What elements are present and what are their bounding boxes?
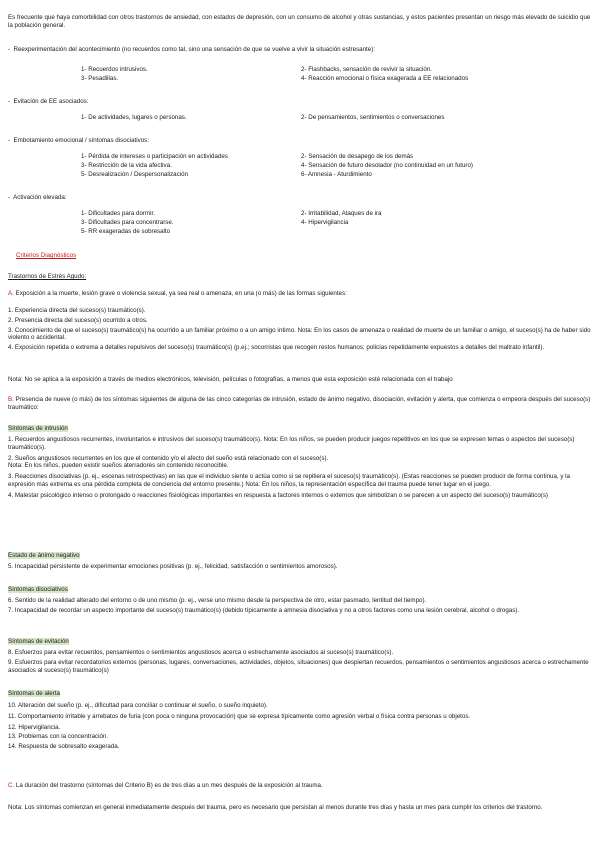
alerta-title: Síntomas de alerta: [8, 690, 60, 697]
criterion-b-letter: B.: [8, 396, 14, 403]
reexp-title-text: Reexperimentación del acontecimiento (no recuerdos como tal, sino una sensación de que se vuelve a vivir la situación estresante):: [13, 46, 375, 53]
list-item: 1. Recuerdos angustiosos recurrentes, involuntarios e intrusivos del suceso(s) traumático(s). Nota: En los niños, se pueden producir juegos repetitivos en los que se expresen temas o aspectos del suceso(s) traumático(s).: [8, 436, 575, 451]
animo-heading: [8, 552, 594, 560]
criterios-link-text: Criterios Diagnósticos: [16, 252, 77, 259]
animo-title: Estado de ánimo negativo: [8, 552, 80, 559]
list-item: 4. Malestar psicológico intenso o prolongado o reacciones fisiológicas importantes en respuesta a factores internos o externos que simbolizan o se parecen a un aspecto del suceso(s) traumático(s): [8, 491, 548, 499]
list-item: 12. Hipervigilancia.: [8, 723, 61, 731]
section-activacion-title: - Activación elevada:: [8, 194, 67, 201]
activ-list: [8, 210, 594, 237]
intrusion-list: [8, 436, 594, 499]
list-item: 3- Pesadillas.: [81, 75, 119, 82]
criterion-a-note: Nota: No se aplica a la exposición a través de medios electrónicos, televisión, películas o fotografías, a menos que esta exposición esté relacionada con el trabajo: [8, 376, 453, 383]
criterion-b-text: Presencia de nueve (o más) de los síntomas siguientes de alguna de las cinco categorías de intrusión, estado de ánimo negativo, disociación, evitación y alerta, que comienza o empeora después del suceso(s) traumático:: [8, 396, 591, 411]
criterion-a-letter: A.: [8, 290, 14, 297]
disoc-heading: [8, 586, 594, 594]
list-item: 2- Flashbacks, sensación de revivir la situación.: [301, 66, 433, 73]
list-item: 1- Dificultades para dormir.: [81, 210, 155, 217]
list-item: 13. Problemas con la concentración.: [8, 733, 109, 741]
list-item: 2- Irritabilidad, Ataques de ira: [301, 210, 382, 217]
disoc-list: [8, 597, 594, 615]
criterion-a: [8, 290, 594, 298]
criterion-c-text: La duración del trastorno (síntomas del Criterio B) es de tres días a un mes después de la exposición al trauma.: [15, 782, 323, 789]
criterion-a-text: Exposición a la muerte, lesión grave o violencia sexual, ya sea real o amenaza, en una (o más) de las formas siguientes:: [15, 290, 347, 297]
list-item: 4- Reacción emocional o física exagerada a EE relacionados: [301, 75, 469, 82]
criterion-b: [8, 396, 594, 412]
embot-title-text: Embotamiento emocional / síntomas disociativos:: [13, 137, 149, 144]
list-item: 1- Recuerdos intrusivos.: [81, 66, 148, 73]
evit-title-text: Evitación de EE asociados:: [13, 98, 89, 105]
list-item: 5. Incapacidad persistente de experimentar emociones positivas (p. ej., felicidad, satisfacción o sentimientos amorosos).: [8, 563, 338, 570]
activ-title-text: Activación elevada:: [13, 194, 67, 201]
evitacion-list: [8, 649, 594, 674]
list-item: 3- Restricción de la vida afectiva.: [81, 162, 172, 169]
section-embotamiento-title: - Embotamiento emocional / síntomas disociativos:: [8, 137, 149, 144]
list-item: 9. Esfuerzos para evitar recordatorios externos (personas, lugares, conversaciones, actividades, objetos, situaciones) que despiertan recuerdos, pensamientos o sentimientos angustiosos acerca o estrechamente asociados al suceso(s) traumático(s): [8, 658, 589, 674]
intrusion-heading: [8, 425, 594, 433]
criterion-a-list: [8, 307, 594, 352]
list-item: 1- De actividades, lugares o personas.: [81, 114, 187, 121]
criterion-c-letter: C.: [8, 782, 15, 789]
list-item: 2- Sensación de desapego de los demás: [301, 153, 414, 160]
evit-list: [8, 114, 594, 123]
list-item: 3- Dificultades para concentrarse.: [81, 219, 174, 226]
list-item: 3. Conocimiento de que el suceso(s) traumático(s) ha ocurrido a un familiar próximo o a un amigo íntimo. Nota: En los casos de amenaza o realidad de muerte de un familiar o amigo, el suceso(s) ha de haber sido violento o accidental.: [8, 326, 591, 342]
list-item: 4- Sensación de futuro desolador (no continuidad en un futuro): [301, 162, 473, 169]
list-item: 4- Hipervigilancia: [301, 219, 349, 226]
section-reexperimentacion-title: - Reexperimentación del acontecimiento (no recuerdos como tal, sino una sensación de que se vuelve a vivir la situación estresante):: [8, 46, 375, 53]
alerta-list: [8, 702, 594, 751]
list-item: 10. Alteración del sueño (p. ej., dificultad para conciliar o continuar el sueño, o sueño inquieto).: [8, 702, 268, 709]
reexp-list: [8, 66, 594, 84]
list-item: 2. Presencia directa del suceso(s) ocurrido a otros.: [8, 316, 148, 324]
list-item: Nota: En los niños, pueden existir sueños aterradores sin contenido reconocible.: [8, 462, 229, 470]
list-item: 6. Sentido de la realidad alterado del entorno o de uno mismo (p. ej., verse uno mismo desde la perspectiva de otro, estar pasmado, lentitud del tiempo).: [8, 597, 427, 604]
embot-list: [8, 153, 594, 180]
intrusion-title: Síntomas de intrusión: [8, 425, 68, 432]
final-note: Nota: Los síntomas comienzan en general inmediatamente después del trauma, pero es necesario que persistan al menos durante tres días y hasta un mes para cumplir los criterios del trastorno.: [8, 804, 543, 811]
list-item: 14. Respuesta de sobresalto exagerada.: [8, 743, 120, 750]
list-item: 3. Reacciones disociativas (p. ej., escenas retrospectivas) en las que el individuo siente o actúa como si se repitiera el suceso(s) traumático(s). (Estas reacciones se pueden producir de forma continua, y la expresión más extrema es una pérdida completa de conciencia del entorno presente.) Nota: En los niños, la representación específica del trauma puede tener lugar en el juego.: [8, 473, 570, 488]
disoc-title: Síntomas disociativos: [8, 586, 68, 593]
alerta-heading: [8, 690, 594, 698]
list-item: 1- Pérdida de intereses o participación en actividades: [81, 153, 228, 160]
criterios-heading: [16, 252, 600, 260]
list-item: 11. Comportamiento irritable y arrebatos de furia (con poca o ninguna provocación) que se expresa típicamente como agresión verbal o física contra personas u objetos.: [8, 712, 471, 720]
list-item: 2. Sueños angustiosos recurrentes en los que el contenido y/o el afecto del sueño está relacionado con el suceso(s).: [8, 454, 329, 462]
criterion-c: [8, 782, 594, 790]
list-item: 1. Experiencia directa del suceso(s) traumático(s).: [8, 307, 146, 314]
list-item: 2- De pensamientos, sentimientos o conversaciones: [301, 114, 445, 121]
list-item: 5- Desrealización / Despersonalización: [81, 171, 188, 178]
section-evitacion-title: - Evitación de EE asociados:: [8, 98, 89, 105]
list-item: 6- Amnesia - Aturdimiento: [301, 171, 372, 178]
list-item: 4. Exposición repetida o extrema a detalles repulsivos del suceso(s) traumático(s) (p.ej.; socorristas que recogen restos humanos; policías repetidamente expuestos a detalles del maltrato infantil).: [8, 344, 545, 351]
tea-title: Trastornos de Estrés Agudo:: [8, 273, 87, 280]
evitacion-title: Síntomas de evitación: [8, 638, 69, 645]
evitacion-heading: [8, 638, 594, 646]
list-item: 7. Incapacidad de recordar un aspecto importante del suceso(s) traumático(s) (debido típicamente a amnesia disociativa y no a otros factores como una lesión cerebral, alcohol o drogas).: [8, 606, 520, 614]
list-item: 5- RR exageradas de sobresalto: [81, 228, 171, 235]
intro-paragraph: Es frecuente que haya comorbilidad con otros trastornos de ansiedad, con estados de depresión, con un consumo de alcohol y otras sustancias, y estos pacientes presentan un riesgo más elevado de suicidio que la población general.: [8, 14, 591, 29]
list-item: 8. Esfuerzos para evitar recuerdos, pensamientos o sentimientos angustiosos acerca o estrechamente asociados al suceso(s) traumático(s).: [8, 649, 394, 656]
